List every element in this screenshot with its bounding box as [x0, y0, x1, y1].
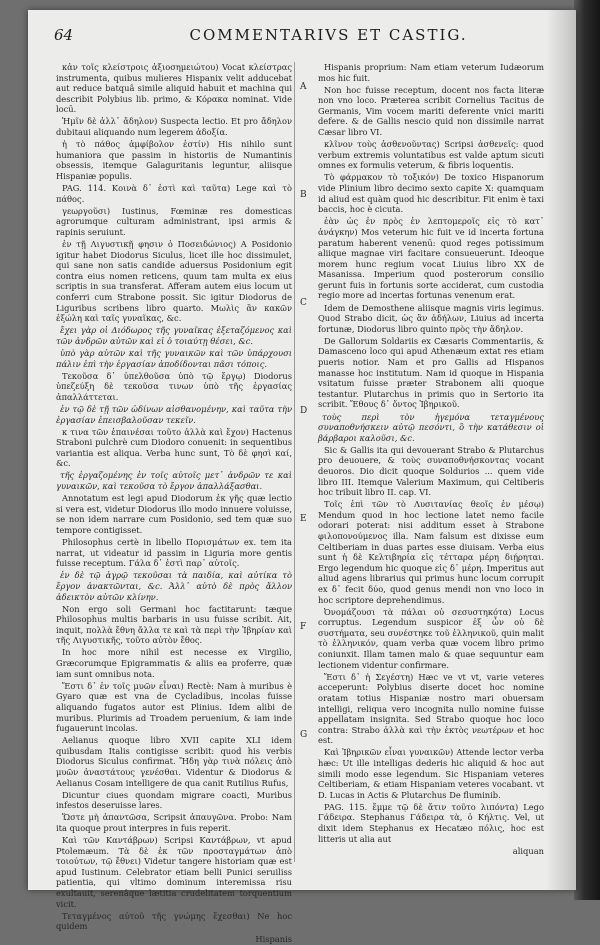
paragraph: Τεκοῦσα δ᾽ ὑπελθοῦσα ὑπὸ τῷ ἔργῳ) Diodorus ὑπεζεύξη δὲ τεκοῦσα τινων ὑπὸ τῆς ἐργασίας ἀπαλλάττεται.: [56, 370, 292, 402]
paragraph: De Gallorum Soldariis ex Cæsaris Commentariis, & Damasceno loco qui apud Athenæum extat res etiam pueris notior. Nam et pro Gallis ad Hispanos manasse hoc institutum. Nam id quoque in Hispania vsitatum fuisse præter Strabonem alii quoque testantur. Plutarchus in primis quo in Sertorio ita scribit. Ἔθους δ᾽ ὄντος Ἰβηρικοῦ.: [318, 335, 544, 410]
margin-letter: F: [300, 622, 307, 632]
margin-letter: C: [300, 298, 307, 308]
paragraph: ἔχει γὰρ οἱ Διόδωρος τῆς γυναῖκας ἐξεταζόμενος καὶ τῶν ἀνδρῶν αὐτῶν καὶ εἰ ὁ τοιαύτῃ θέσει, &c.: [56, 325, 292, 346]
paragraph: κἀν τοῖς κλείστροις ἀξιοσημειώτου) Vocat κλείστρας instrumenta, quibus mulieres Hispanix velit adducebat aut reduce batquâ simile aliquid habuit et machina qui describit Polybius lib. primo, & Κόρακα nominat. Vide locū.: [56, 62, 292, 115]
paragraph: Τὸ φάρμακον τὸ τοξικόν) De toxico Hispanorum vide Plinium libro decimo sexto capite X: quamquam id aliud est quàm quod hic describitur. Fit enim è taxi baccis, hoc è cicuta.: [318, 172, 544, 215]
paragraph: Τοῖς ἐπὶ τῶν τὸ Λυσιτανίας θεοῖς ἐν μέσῳ) Mendum quod in hoc lectione latet nemo facile odorari poterat: nisi additum esset à Strabone φιλοπονούμενος illa. Nam falsum est dixisse eum Celtiberiam in duas partes esse diuisam. Verba eius sunt ἡ δὲ Κελτιβηρία εἰς τέτταρα μέρη διῄρηται. Ergo legendum hic quoque εἰς δ᾽ μέρη. Imperitus aut aliud agens librarius qui primus hunc locum corrupit ex δ᾽ fecit δύο, quod genus mendi non vno loco in hoc scriptore deprehendimus.: [318, 499, 544, 605]
paragraph: Hispanis proprium: Nam etiam veterum Iudæorum mos hic fuit.: [318, 62, 544, 83]
paragraph: ἐν τῷ δὲ τῇ τῶν ὠδίνων αἰσθανομένην, καὶ ταῦτα τὴν ἐργασίαν ἐπεισβαλοῦσαν τεκεῖν.: [56, 403, 292, 425]
page-header: [54, 26, 544, 48]
right-column: [318, 62, 544, 870]
paragraph: ἐν τῇ Λιγυστικῇ φησιν ὁ Ποσειδώνιος) A Posidonio igitur habet Diodorus Siculus, licet ille hoc dissimulet, qui sane non satis candide aduersus Posidonium egit contra eius nomen reticens, quum tam multa ex eius scriptis in sua transferat. Afferam autem eius locum ut conferri cum Strabone possit. Sic igitur Diodorus de Liguribus scribens libro quarto. Μωλὶς ἂν κακῶν ἐξώλη καὶ ταῖς γυναῖκας, &c.: [56, 239, 292, 324]
catchword: aliquan: [512, 846, 544, 857]
paragraph: Sic & Gallis ita qui devouerant Strabo & Plutarchus pro deuouere, & τοὺς συναποθνήσκοντας vocant deuoros. Dio dicit quoque Soldurios ... quem vide libro III. Itemque Valerium Maximum, qui Celtiberis hoc tribuit libro II. cap. VI.: [318, 444, 544, 498]
paragraph: Καὶ τῶν Καντάβρων) Scripsi Καντάβρων, vt apud Ptolemæum. Τὰ δὲ ἐκ τῶν προσταγμάτων ἀπὸ τοιούτων, τῷ ἔθνει) Videtur tangere historiam quæ est apud Iustinum. Celebrator etiam belli Punici seruiliss patientia, qui vltimo dominum interemissa risu exultauit, serenâque lætitia crudelitatem torquentium vicit.: [56, 835, 292, 909]
paragraph: Non hoc fuisse receptum, docent nos facta literæ non vno loco. Præterea scribit Cornelius Tacitus de Germanis, Vim vocem mariti deferente vnici mariti defere. & de Gallis nescio quid non dissimile narrat Cæsar libro VI.: [318, 84, 544, 138]
column-divider: [294, 62, 295, 862]
paragraph: Ἔστι δ᾽ ἐν τοῖς μυῶν εἶναι) Rectè: Nam à muribus è Gyaro quæ est vna de Cycladibus, incolas fuisse aliquando fugatos autor est Plinius. Idem alibi de muribus. Plurimis ad Troadem peruenium, & iam inde fugauerunt incolas.: [56, 680, 292, 734]
paragraph: Τεταγμένος αὐτοῦ τῆς γνώμης ἔχεσθαι) Ne hoc quidem: [56, 910, 292, 932]
paragraph: τῆς ἐργαζομένης ἐν τοῖς αὐτοῖς μετ᾽ ἀνδρῶν τε καὶ γυναικῶν, καὶ τεκοῦσα τὸ ἔργον ἀπαλλάξασθαι.: [56, 470, 292, 492]
paragraph: Idem de Demosthene aliisque magnis viris legimus. Quod Strabo dicit, ὡς ἂν ἀδήλων, Liuius ad incerta fortunæ, Diodorus libro quinto πρὸς τὴν ἄδηλον.: [318, 302, 544, 334]
paragraph: Philosophus certè in libello Πορισμάτων ex. tem ita narrat, ut videatur id passim in Liguria more gentis fuisse receptum. Γάλα δ᾽ ἐστὶ παρ᾽ αὐτοῖς.: [56, 537, 292, 569]
book-spine: [574, 0, 600, 900]
paragraph: Aelianus quoque libro XVII capite XLI idem quibusdam Italis contigisse scribit: quod his verbis Diodorus Siculus confirmat. Ἤδη γὰρ τινὰ πόλεις ἀπὸ μυῶν ἀναστάτους γενέσθαι. Videntur & Diodorus & Aelianus Cosam intelligere de qua canit Rutilius Rufus,: [56, 735, 292, 788]
margin-letter: A: [300, 82, 307, 92]
paragraph: κλῖνον τοὺς ἀσθενοῦντας) Scripsi ἀσθενεῖς: quod verbum extremis voluntatibus est valde aptum sicuti omnes ex formulis veterum, & fibris loquentis.: [318, 139, 544, 171]
paragraph: PAG. 115. ἔμμε τῷ δὲ ἄτιν τοῦτο λιπόντα) Lego Γάδειρα. Stephanus Γάδειρα τὰ, ὁ Κήλτις. Vel, ut dixit idem Stephanus ex Hecatæo πόλις, hoc est litteris ut alia aut: [318, 801, 544, 844]
margin-letter: D: [300, 406, 308, 416]
paragraph: PAG. 114. Κοινὰ δ᾽ ἐστὶ καὶ ταῦτα) Lege καὶ τὸ πάθος.: [56, 183, 292, 204]
left-column: [56, 62, 292, 944]
margin-letter: E: [300, 514, 307, 524]
paragraph: ἐὰν ὡς ἐν πρὸς ἐν λεπτομεροῖς εἰς τὸ κατ᾽ ἀνάγκην) Mos veterum hic fuit ve id incerta fortuna paratum haberent venenū: quod reges potissimum aliique magnae viri facitare consueuerunt. Ideoque morem hunc regium vocat Liuius libro XX de Masanissa. Imperium quod posterorum consilio gerunt fuis in fortunis sorte acciderat, cum custodia regio more ad incertas fortunas venenum erat.: [318, 216, 544, 301]
margin-letter: G: [300, 730, 308, 740]
page-number: 64: [54, 26, 74, 44]
paragraph: Dicuntur ciues quondam migrare coacti, Muribus infestos deseruisse lares.: [56, 789, 292, 811]
paragraph: γεωργοῦσι) Iustinus, Fœminæ res domesticas agrorumque culturam administrant, ipsi armis & rapinis seruiunt.: [56, 205, 292, 237]
paragraph: In hoc more nihil est necesse ex Virgilio, Græcorumque Epigrammatis & aliis ea proferre, quæ iam sunt omnibus nota.: [56, 647, 292, 679]
paragraph: ἡ τὸ πάθος ἀμφίβολον ἐστίν) His nihilo sunt humaniora que passim in historiis de Numantinis obsessis, itemque Galaguritanis leguntur, aliisque Hispaniæ populis.: [56, 139, 292, 181]
paragraph: ὑπὸ γὰρ αὐτῶν καὶ τῆς γυναικῶν καὶ τῶν ὑπάρχουσι πάλιν ἐπὶ τὴν ἐργασίαν ἀποδίδονται πᾶσι τόποις.: [56, 347, 292, 369]
catchword: Hispanis: [255, 933, 292, 944]
paragraph: κ τινα τῶν ἐπαινέσαι τοῦτο ἀλλὰ καὶ ἔχον) Hactenus Straboni pulchrè cum Diodoro conuenit: in sequentibus variantia est aliqua. Verba hunc sunt, Τὸ δὲ φησὶ καί, &c.: [56, 426, 292, 469]
paragraph: Non ergo soli Germani hoc factitarunt: tæque Philosophus multis barbaris in usu fuisse scribit. Ait, inquit, πολλὰ ἔθνη ἄλλα τε καὶ τὰ περὶ τὴν Ἰβηρίαν καὶ τῆς Λιγυστικῆς, τοῦτο αὐτὸν ἔθος.: [56, 603, 292, 646]
paragraph: Καὶ Ἰβηρικῶν εἶναι γυναικῶν) Attende lector verba hæc: Ut ille intelligas dederis hic aliquid & hoc aut simili modo esse legendum. Sic Hispaniam veteres Celtiberiam, & etiam Hispaniam veteres vocabant. vt D. Lucas in Actis & Plutarchus De fluminib.: [318, 747, 544, 800]
paragraph: Ἔστι δ᾽ ἡ Σεγέστη) Hæc ve vt vt, varie veteres acceperunt: Polybius diserte docet hoc nomine oratam totius Hispaniæ nostro mari obuersam intelligi, reliqua vero incognita nullo nomine fuisse appellatam insignita. Sed Strabo quoque hoc loco contra: Strabo ἀλλὰ καὶ τὴν ἐκτὸς νεωτέρων et hoc est.: [318, 671, 544, 746]
paragraph: τοὺς περὶ τὸν ἡγεμόνα τεταγμένους συναποθνήσκειν αὐτῷ πεσόντι, ὃ τὴν κατάθεσιν οἱ βάρβαροι καλοῦσι, &c.: [318, 411, 544, 443]
paragraph: Ὥστε μὴ ἀπαντῶσα, Scripsit ἀπαυγῶνα. Probo: Nam ita quoque prout interpres in fuis reperit.: [56, 812, 292, 833]
paragraph: Ὀνομάζουσι τὰ πάλαι οὐ σεσυστηκότα) Locus corruptus. Legendum suspicor ἐξ ὧν οὐ δὲ συστήματα, seu συνέστηκε τοῦ ἑλληνικοῦ, quin malit τὸ ἑλληνικόν, quam verba quæ vocem libro primo coniunxit. Illam tamen malo & quae sequuntur eam lectionem videntur confirmare.: [318, 606, 544, 670]
running-title: COMMENTARIVS ET CASTIG.: [189, 26, 468, 44]
paragraph: Ἡμῖν δὲ ἀλλ᾽ ἄδηλον) Suspecta lectio. Et pro ἄδηλον dubitaui aliquando num legerem ἀδοξία.: [56, 116, 292, 138]
paragraph: ἐν δὲ τῷ ἀγρῷ τεκοῦσαι τὰ παιδία, καὶ αὐτίκα τὸ ἔργον ἀνακτῶνται, &c. Ἀλλ᾽ αὐτὸ δὲ πρὸς ἄλλον ἀδεικτὸν αὐτῶν κλίνην.: [56, 570, 292, 602]
paragraph: Annotatum est legi apud Diodorum ἐκ γῆς quæ lectio si vera est, videtur Diodorus illo modo innuere voluisse, se non idem narrare cum Posidonio, sed tem quæ suo tempore contigisset.: [56, 493, 292, 535]
margin-section-letters: [296, 70, 314, 850]
margin-letter: B: [300, 190, 307, 200]
book-page: [28, 10, 576, 944]
